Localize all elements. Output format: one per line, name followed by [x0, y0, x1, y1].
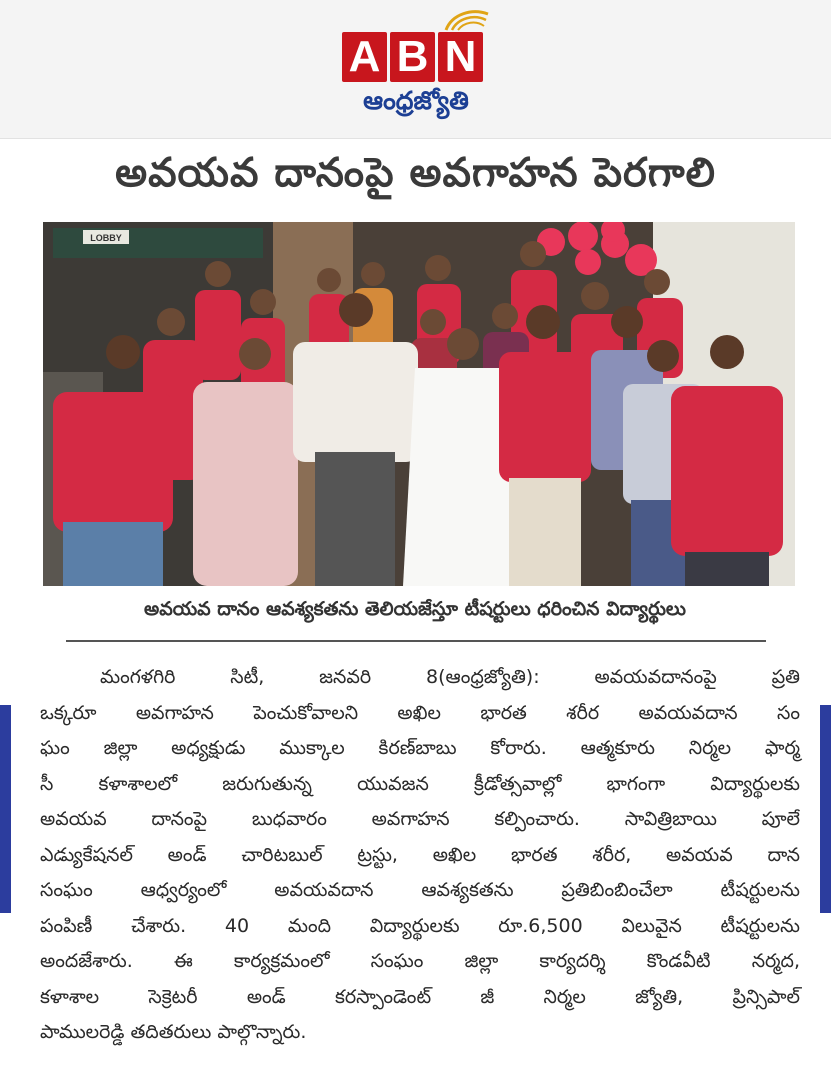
logo-letters — [342, 32, 483, 82]
article-body — [40, 660, 800, 1051]
article-photo — [43, 222, 795, 586]
body-line: సంఘం ఆధ్వర్యంలో అవయవదాన ఆవశ్యకతను ప్రతిబింబించేలా టీషర్టులను — [40, 879, 800, 901]
body-line: అందజేశారు. ఈ కార్యక్రమంలో సంఘం జిల్లా కార్యదర్శి కొండవీటి నర్మద, — [40, 950, 800, 972]
group-photo-illustration — [43, 222, 795, 586]
body-line: ఘం జిల్లా అధ్యక్షుడు ముక్కాల కిరణ్‌బాబు కోరారు. ఆత్మకూరు నిర్మల ఫార్మ — [40, 737, 800, 759]
body-line: అవయవ దానంపై బుధవారం అవగాహన కల్పించారు. సావిత్రిబాయి పూలే — [40, 808, 800, 830]
article-headline: అవయవ దానంపై అవగాహన పెరగాలి — [115, 150, 716, 196]
logo-letter-a: A — [342, 32, 387, 82]
abn-andhrajyothy-logo[interactable] — [340, 4, 492, 124]
body-line: ఎడ్యుకేషనల్ అండ్ చారిటబుల్ ట్రస్టు, అఖిల భారత శరీర, అవయవ దాన — [40, 843, 800, 866]
body-line: ఒక్కరూ అవగాహన పెంచుకోవాలని అఖిల భారత శరీర అవయవదాన సం — [40, 701, 800, 724]
logo-letter-b: B — [390, 32, 435, 82]
body-line: మంగళగిరి సిటీ, జనవరి 8(ఆంధ్రజ్యోతి): అవయవదానంపై ప్రతి — [100, 666, 800, 688]
caption-divider — [66, 640, 766, 642]
logo-letter-n: N — [438, 32, 483, 82]
logo-swirl-icon — [442, 4, 492, 32]
masthead — [0, 0, 831, 139]
left-side-bar — [0, 705, 11, 913]
body-line: పంపిణీ చేశారు. 40 మంది విద్యార్థులకు రూ.6,500 విలువైన టీషర్టులను — [40, 914, 800, 937]
body-line: పాములరెడ్డి తదితరులు పాల్గొన్నారు. — [40, 1021, 307, 1043]
logo-subtitle: ఆంధ్రజ్యోతి — [363, 86, 469, 115]
photo-lobby-sign: LOBBY — [90, 233, 122, 243]
photo-caption: అవయవ దానం ఆవశ్యకతను తెలియజేస్తూ టీషర్టులు ధరించిన విద్యార్థులు — [144, 598, 686, 620]
body-line: కళాశాల సెక్రెటరీ అండ్ కరస్పాండెంట్ జీ నిర్మల జ్యోతి, ప్రిన్సిపాల్ — [40, 985, 800, 1008]
right-side-bar — [820, 705, 831, 913]
body-line: సీ కళాశాలలో జరుగుతున్న యువజన క్రీడోత్సవాల్లో భాగంగా విద్యార్థులకు — [40, 772, 800, 795]
